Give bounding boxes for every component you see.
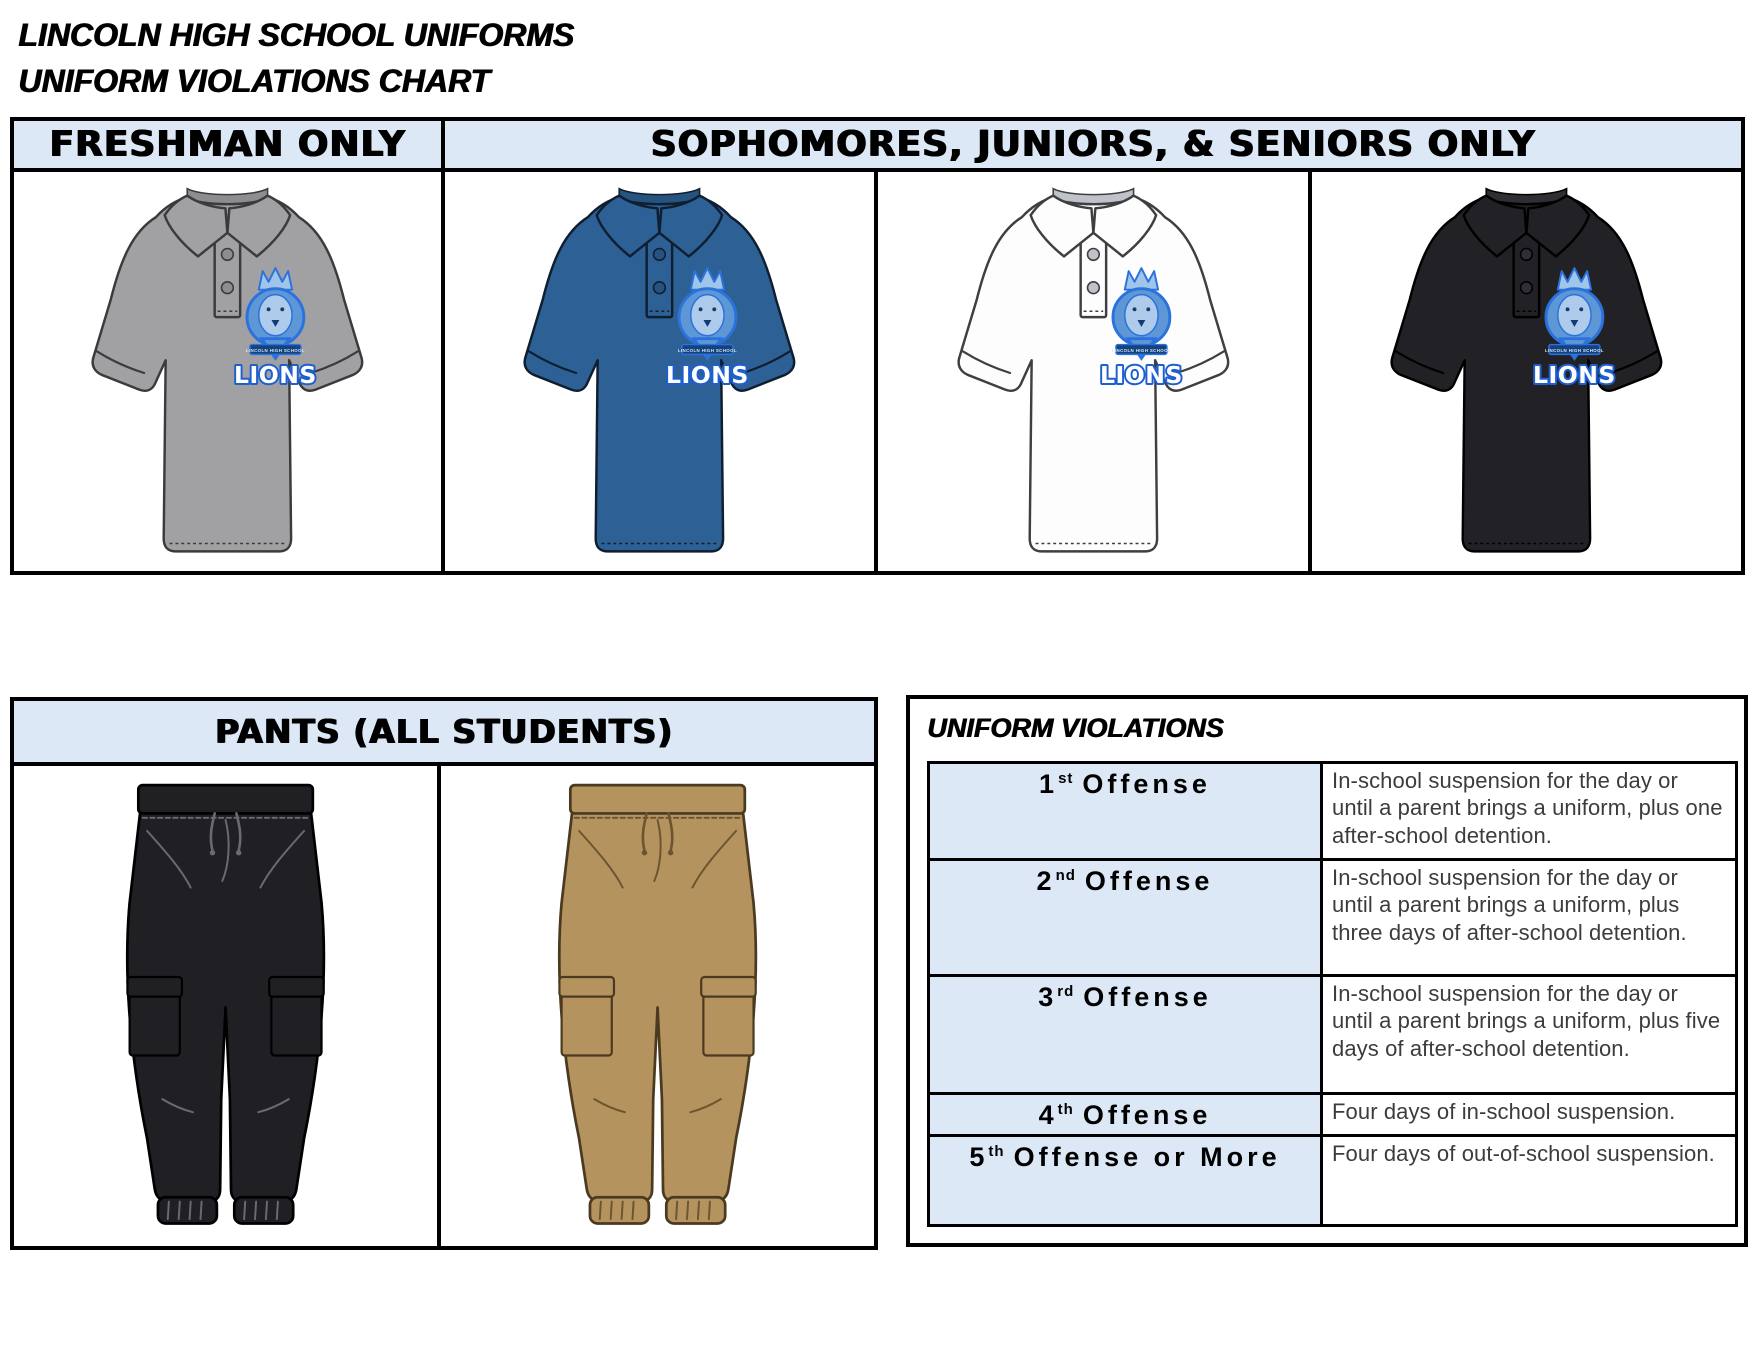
waistband: [138, 785, 312, 813]
drawstring-tip-left: [642, 850, 647, 855]
violation-row-1: [929, 763, 1737, 860]
cargo-pants-graphic: [62, 772, 389, 1230]
lions-wordmark: LIONS: [234, 360, 317, 389]
offense-label-3: [929, 976, 1322, 1094]
consequence-3: In-school suspension for the day or until a parent brings a uniform, plus five days of after-school detention.: [1322, 976, 1737, 1094]
lion-face: [1124, 294, 1157, 335]
left-cuff: [158, 1197, 217, 1223]
lion-left-eye: [1132, 307, 1136, 311]
violation-row-2: [929, 860, 1737, 976]
right-cargo-flap: [269, 977, 324, 997]
right-cuff: [666, 1197, 725, 1223]
pants-table: [10, 697, 878, 1250]
lion-right-eye: [1146, 307, 1150, 311]
black-pants-cell: [14, 766, 441, 1246]
left-cuff: [590, 1197, 649, 1223]
lion-left-eye: [1566, 307, 1570, 311]
right-cuff: [234, 1197, 293, 1223]
crown-icon: [691, 268, 724, 290]
violations-title: UNIFORM VIOLATIONS: [927, 713, 1224, 743]
shirts-table: [10, 117, 1745, 575]
lion-face: [1558, 294, 1591, 335]
consequence-1: In-school suspension for the day or until a parent brings a uniform, plus one after-school detention.: [1322, 763, 1737, 860]
lions-wordmark: LIONS: [1099, 360, 1183, 389]
consequence-5: Four days of out-of-school suspension.: [1322, 1136, 1737, 1226]
waistband: [570, 785, 744, 813]
violation-row-4: [929, 1094, 1737, 1136]
lion-right-eye: [1579, 307, 1583, 311]
polo-shirt-graphic: [917, 176, 1270, 568]
offense-number: 1: [1039, 769, 1059, 799]
offense-label-5: [929, 1136, 1322, 1226]
left-cargo-flap: [559, 977, 614, 997]
button-bottom: [222, 281, 234, 293]
left-cargo-flap: [127, 977, 182, 997]
drawstring-tip-left: [210, 850, 215, 855]
shirts-table-header-row: [14, 121, 1741, 172]
offense-word: Offense or More: [1013, 1142, 1281, 1172]
offense-label-4: [929, 1094, 1322, 1136]
offense-number: 3: [1038, 982, 1058, 1012]
offense-word: Offense: [1083, 982, 1212, 1012]
offense-label-1: [929, 763, 1322, 860]
lion-left-eye: [699, 307, 703, 311]
lion-right-eye: [712, 307, 716, 311]
button-bottom: [1087, 281, 1099, 293]
button-bottom: [1521, 281, 1533, 293]
shirts-table-body-row: [14, 172, 1741, 571]
page-titles: [18, 12, 574, 104]
offense-label-2: [929, 860, 1322, 976]
button-top: [1087, 248, 1099, 260]
freshman-only-header: FRESHMAN ONLY: [14, 121, 445, 172]
offense-word: Offense: [1084, 866, 1214, 896]
drawstring-tip-right: [668, 850, 673, 855]
consequence-4: Four days of in-school suspension.: [1322, 1094, 1737, 1136]
logo-band-text: LINCOLN HIGH SCHOOL: [245, 347, 306, 353]
uniform-violations-panel: [906, 695, 1748, 1247]
button-bottom: [654, 281, 666, 293]
offense-ordinal: st: [1058, 770, 1074, 787]
right-cargo-flap: [701, 977, 756, 997]
lions-wordmark: LIONS: [666, 360, 749, 389]
violation-row-3: [929, 976, 1737, 1094]
lions-wordmark: LIONS: [1533, 360, 1616, 389]
lion-face: [259, 294, 292, 335]
violations-table: [927, 761, 1738, 1227]
violation-row-5: [929, 1136, 1737, 1226]
lion-face: [691, 294, 724, 335]
consequence-2: In-school suspension for the day or until a parent brings a uniform, plus three days of after-school detention.: [1322, 860, 1737, 976]
polo-shirt-graphic: [483, 176, 836, 568]
offense-ordinal: nd: [1055, 867, 1076, 884]
page-title: LINCOLN HIGH SCHOOL UNIFORMS: [18, 17, 574, 53]
black-polo-cell: [1312, 172, 1741, 571]
button-top: [1521, 248, 1533, 260]
drawstring-tip-right: [236, 850, 241, 855]
page-subtitle: UNIFORM VIOLATIONS CHART: [18, 63, 490, 99]
gray-polo-cell: [14, 172, 445, 571]
lion-left-eye: [267, 307, 271, 311]
crown-icon: [1558, 268, 1591, 290]
offense-word: Offense: [1082, 769, 1211, 799]
offense-number: 5: [969, 1142, 989, 1172]
logo-band-text: LINCOLN HIGH SCHOOL: [1111, 347, 1171, 353]
offense-number: 2: [1036, 866, 1056, 896]
pants-header: PANTS (ALL STUDENTS): [14, 701, 874, 766]
polo-shirt-graphic: [51, 176, 404, 568]
crown-icon: [1124, 268, 1157, 290]
button-top: [222, 248, 234, 260]
white-polo-cell: [878, 172, 1312, 571]
offense-ordinal: rd: [1057, 983, 1075, 1000]
offense-number: 4: [1038, 1100, 1058, 1130]
blue-polo-cell: [445, 172, 878, 571]
offense-word: Offense: [1082, 1100, 1212, 1130]
button-top: [654, 248, 666, 260]
khaki-pants-cell: [441, 766, 874, 1246]
logo-band-text: LINCOLN HIGH SCHOOL: [1544, 347, 1605, 353]
crown-icon: [259, 268, 292, 290]
lion-right-eye: [280, 307, 284, 311]
upperclassmen-header: SOPHOMORES, JUNIORS, & SENIORS ONLY: [445, 121, 1741, 172]
pants-table-body-row: [14, 766, 874, 1246]
polo-shirt-graphic: [1350, 176, 1703, 568]
offense-ordinal: th: [1057, 1101, 1074, 1118]
offense-ordinal: th: [988, 1143, 1005, 1160]
logo-band-text: LINCOLN HIGH SCHOOL: [677, 347, 738, 353]
cargo-pants-graphic: [494, 772, 821, 1230]
